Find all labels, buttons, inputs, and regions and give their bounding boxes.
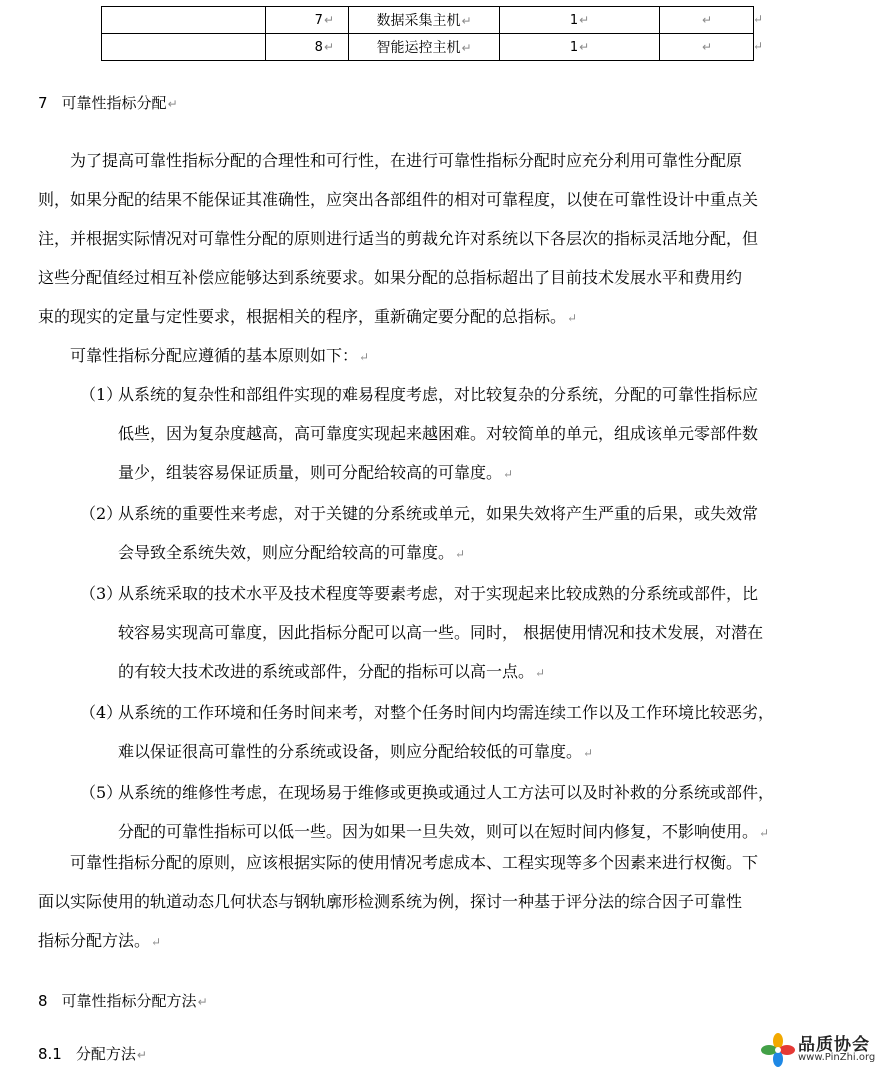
text-line: 从系统的工作环境和任务时间来考，对整个任务时间内均需连续工作以及工作环境比较恶劣， — [118, 703, 775, 722]
principles-list — [38, 375, 838, 853]
intro-paragraph — [38, 141, 838, 338]
device-name: 数据采集主机 — [376, 13, 461, 29]
row-end-mark: ↵ — [753, 39, 764, 53]
text-line: 量少，组装容易保证质量，则可分配给较高的可靠度。 — [118, 463, 503, 482]
text-line: 从系统的重要性来考虑，对于关键的分系统或单元，如果失效将产生严重的后果，或失效常 — [118, 504, 759, 523]
device-table — [101, 6, 754, 61]
row-end-mark: ↵ — [753, 12, 764, 26]
section-heading-8 — [38, 990, 208, 1011]
paragraph-mark: ↵ — [136, 1048, 147, 1062]
paragraph-mark: ↵ — [359, 350, 370, 364]
text-line: 则，如果分配的结果不能保证其准确性，应突出各部组件的相对可靠程度，以使在可靠性设计中重点关 — [38, 190, 759, 209]
list-item — [38, 574, 838, 693]
paragraph-mark: ↵ — [759, 826, 770, 840]
paragraph-mark: ↵ — [461, 14, 472, 28]
text-line: 可靠性指标分配的原则，应该根据实际的使用情况考虑成本、工程实现等多个因素来进行权衡。下 — [70, 853, 759, 872]
text-line: 为了提高可靠性指标分配的合理性和可行性，在进行可靠性指标分配时应充分利用可靠性分配原 — [70, 151, 743, 170]
text-line: 从系统的维修性考虑，在现场易于维修或更换或通过人工方法可以及时补救的分系统或部件， — [118, 783, 775, 802]
pinzhi-logo — [760, 1030, 882, 1068]
section-number: 8 — [38, 992, 48, 1010]
device-qty: 1 — [569, 39, 579, 55]
section-number: 8.1 — [38, 1045, 62, 1063]
paragraph-mark: ↵ — [503, 467, 514, 481]
paragraph-mark: ↵ — [461, 41, 472, 55]
item-label: （3） — [80, 584, 123, 603]
paragraph-mark: ↵ — [535, 666, 546, 680]
text-line: 的有较大技术改进的系统或部件，分配的指标可以高一点。 — [118, 662, 535, 681]
table-row — [102, 34, 754, 61]
paragraph-mark: ↵ — [167, 97, 178, 111]
list-item — [38, 693, 838, 773]
text-line: 从系统的复杂性和部组件实现的难易程度考虑，对比较复杂的分系统，分配的可靠性指标应 — [118, 385, 759, 404]
text-line: 指标分配方法。 — [38, 931, 151, 950]
logo-url: www.PinZhi.org — [798, 1052, 876, 1063]
text-line: 分配的可靠性指标可以低一些。因为如果一旦失效，则可以在短时间内修复，不影响使用。 — [118, 822, 759, 841]
item-label: （2） — [80, 504, 123, 523]
text-line: 低些，因为复杂度越高，高可靠度实现起来越困难。对较简单的单元，组成该单元零部件数 — [118, 424, 759, 443]
paragraph-mark: ↵ — [323, 12, 334, 27]
list-item — [38, 375, 838, 494]
text-line: 束的现实的定量与定性要求，根据相关的程序，重新确定要分配的总指标。 — [38, 307, 567, 326]
row-number: 7 — [314, 12, 323, 28]
section-heading-7 — [38, 92, 178, 113]
principles-intro: 可靠性指标分配应遵循的基本原则如下： — [70, 346, 359, 365]
device-qty: 1 — [569, 12, 579, 28]
list-item — [38, 773, 838, 853]
text-line: 注，并根据实际情况对可靠性分配的原则进行适当的剪裁允许对系统以下各层次的指标灵活地分配，但 — [38, 229, 759, 248]
text-line: 难以保证很高可靠性的分系统或设备，则应分配给较低的可靠度。 — [118, 742, 583, 761]
device-name: 智能运控主机 — [376, 40, 461, 56]
table-cell-empty — [102, 34, 266, 61]
paragraph-mark: ↵ — [583, 746, 594, 760]
closing-paragraph — [38, 843, 838, 962]
logo-text: 品质协会 — [798, 1035, 870, 1055]
paragraph-mark: ↵ — [197, 995, 208, 1009]
flower-logo-icon — [760, 1032, 796, 1068]
text-line: 会导致全系统失效，则应分配给较高的可靠度。 — [118, 543, 455, 562]
table-cell-empty — [102, 7, 266, 34]
section-title: 可靠性指标分配 — [61, 94, 167, 112]
text-line: 从系统采取的技术水平及技术程度等要素考虑，对于实现起来比较成熟的分系统或部件，比 — [118, 584, 759, 603]
text-line: 面以实际使用的轨道动态几何状态与钢轨廓形检测系统为例，探讨一种基于评分法的综合因子可靠性 — [38, 892, 743, 911]
paragraph-mark: ↵ — [567, 311, 578, 325]
paragraph-mark: ↵ — [579, 12, 590, 27]
paragraph-mark: ↵ — [579, 39, 590, 54]
section-number: 7 — [38, 94, 48, 112]
text-line: 这些分配值经过相互补偿应能够达到系统要求。如果分配的总指标超出了目前技术发展水平和费用约 — [38, 268, 743, 287]
row-number: 8 — [314, 39, 323, 55]
paragraph-mark: ↵ — [701, 39, 713, 54]
item-label: （1） — [80, 385, 123, 404]
list-item — [38, 494, 838, 574]
paragraph-mark: ↵ — [323, 39, 334, 54]
text-line: 较容易实现高可靠度，因此指标分配可以高一些。同时， 根据使用情况和技术发展，对潜在 — [118, 623, 764, 642]
paragraph-mark: ↵ — [701, 12, 713, 27]
item-label: （4） — [80, 703, 123, 722]
item-label: （5） — [80, 783, 123, 802]
section-title: 分配方法 — [75, 1045, 136, 1063]
section-heading-8-1 — [38, 1043, 147, 1064]
table-row — [102, 7, 754, 34]
paragraph-mark: ↵ — [151, 935, 162, 949]
paragraph-mark: ↵ — [455, 547, 466, 561]
section-title: 可靠性指标分配方法 — [61, 992, 197, 1010]
